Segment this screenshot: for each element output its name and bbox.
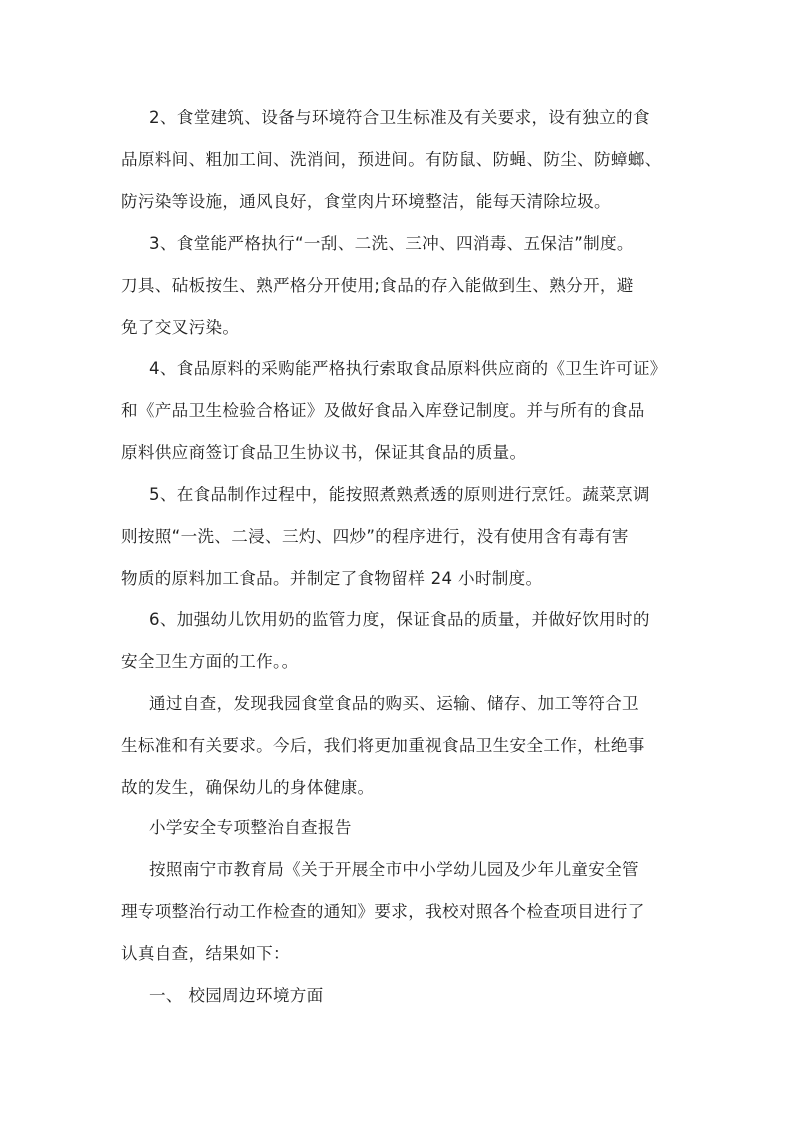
section-title: 小学安全专项整治自查报告 bbox=[149, 818, 352, 837]
paragraph-line: 理专项整治行动工作检查的通知》要求，我校对照各个检查项目进行了 bbox=[121, 902, 645, 921]
paragraph-line: 5、在食品制作过程中，能按照煮熟煮透的原则进行烹饪。蔬菜烹调 bbox=[149, 485, 650, 504]
paragraph-line: 按照南宁市教育局《关于开展全市中小学幼儿园及少年儿童安全管 bbox=[149, 860, 639, 879]
paragraph-line: 和《产品卫生检验合格证》及做好食品入库登记制度。并与所有的食品 bbox=[121, 401, 645, 420]
paragraph-line: 免了交叉污染。 bbox=[121, 318, 240, 337]
section-heading: 一、 校园周边环境方面 bbox=[149, 986, 324, 1005]
paragraph-line: 安全卫生方面的工作。。 bbox=[121, 652, 299, 671]
paragraph-line: 6、加强幼儿饮用奶的监管力度，保证食品的质量，并做好饮用时的 bbox=[149, 610, 650, 629]
paragraph-line: 故的发生，确保幼儿的身体健康。 bbox=[121, 778, 375, 797]
paragraph-line: 刀具、砧板按生、熟严格分开使用;食品的存入能做到生、熟分开，避 bbox=[121, 276, 634, 295]
paragraph-line: 则按照“一洗、二浸、三灼、四炒”的程序进行，没有使用含有毒有害 bbox=[121, 527, 629, 546]
paragraph-line: 3、食堂能严格执行“一刮、二洗、三冲、四消毒、五保洁”制度。 bbox=[149, 234, 634, 253]
paragraph-line: 物质的原料加工食品。并制定了食物留样 24 小时制度。 bbox=[121, 569, 543, 588]
paragraph-line: 2、食堂建筑、设备与环境符合卫生标准及有关要求，设有独立的食 bbox=[149, 108, 650, 127]
paragraph-line: 通过自查，发现我园食堂食品的购买、运输、储存、加工等符合卫 bbox=[149, 694, 639, 713]
paragraph-line: 防污染等设施，通风良好，食堂肉片环境整洁，能每天清除垃圾。 bbox=[121, 192, 611, 211]
paragraph-line: 品原料间、粗加工间、洗消间，预进间。有防鼠、防蝇、防尘、防蟑螂、 bbox=[121, 150, 662, 169]
paragraph-line: 生标准和有关要求。今后，我们将更加重视食品卫生安全工作，杜绝事 bbox=[121, 736, 645, 755]
paragraph-line: 原料供应商签订食品卫生协议书，保证其食品的质量。 bbox=[121, 443, 527, 462]
paragraph-line: 认真自查，结果如下： bbox=[121, 944, 290, 963]
paragraph-line: 4、食品原料的采购能严格执行索取食品原料供应商的《卫生许可证》 bbox=[149, 359, 667, 378]
